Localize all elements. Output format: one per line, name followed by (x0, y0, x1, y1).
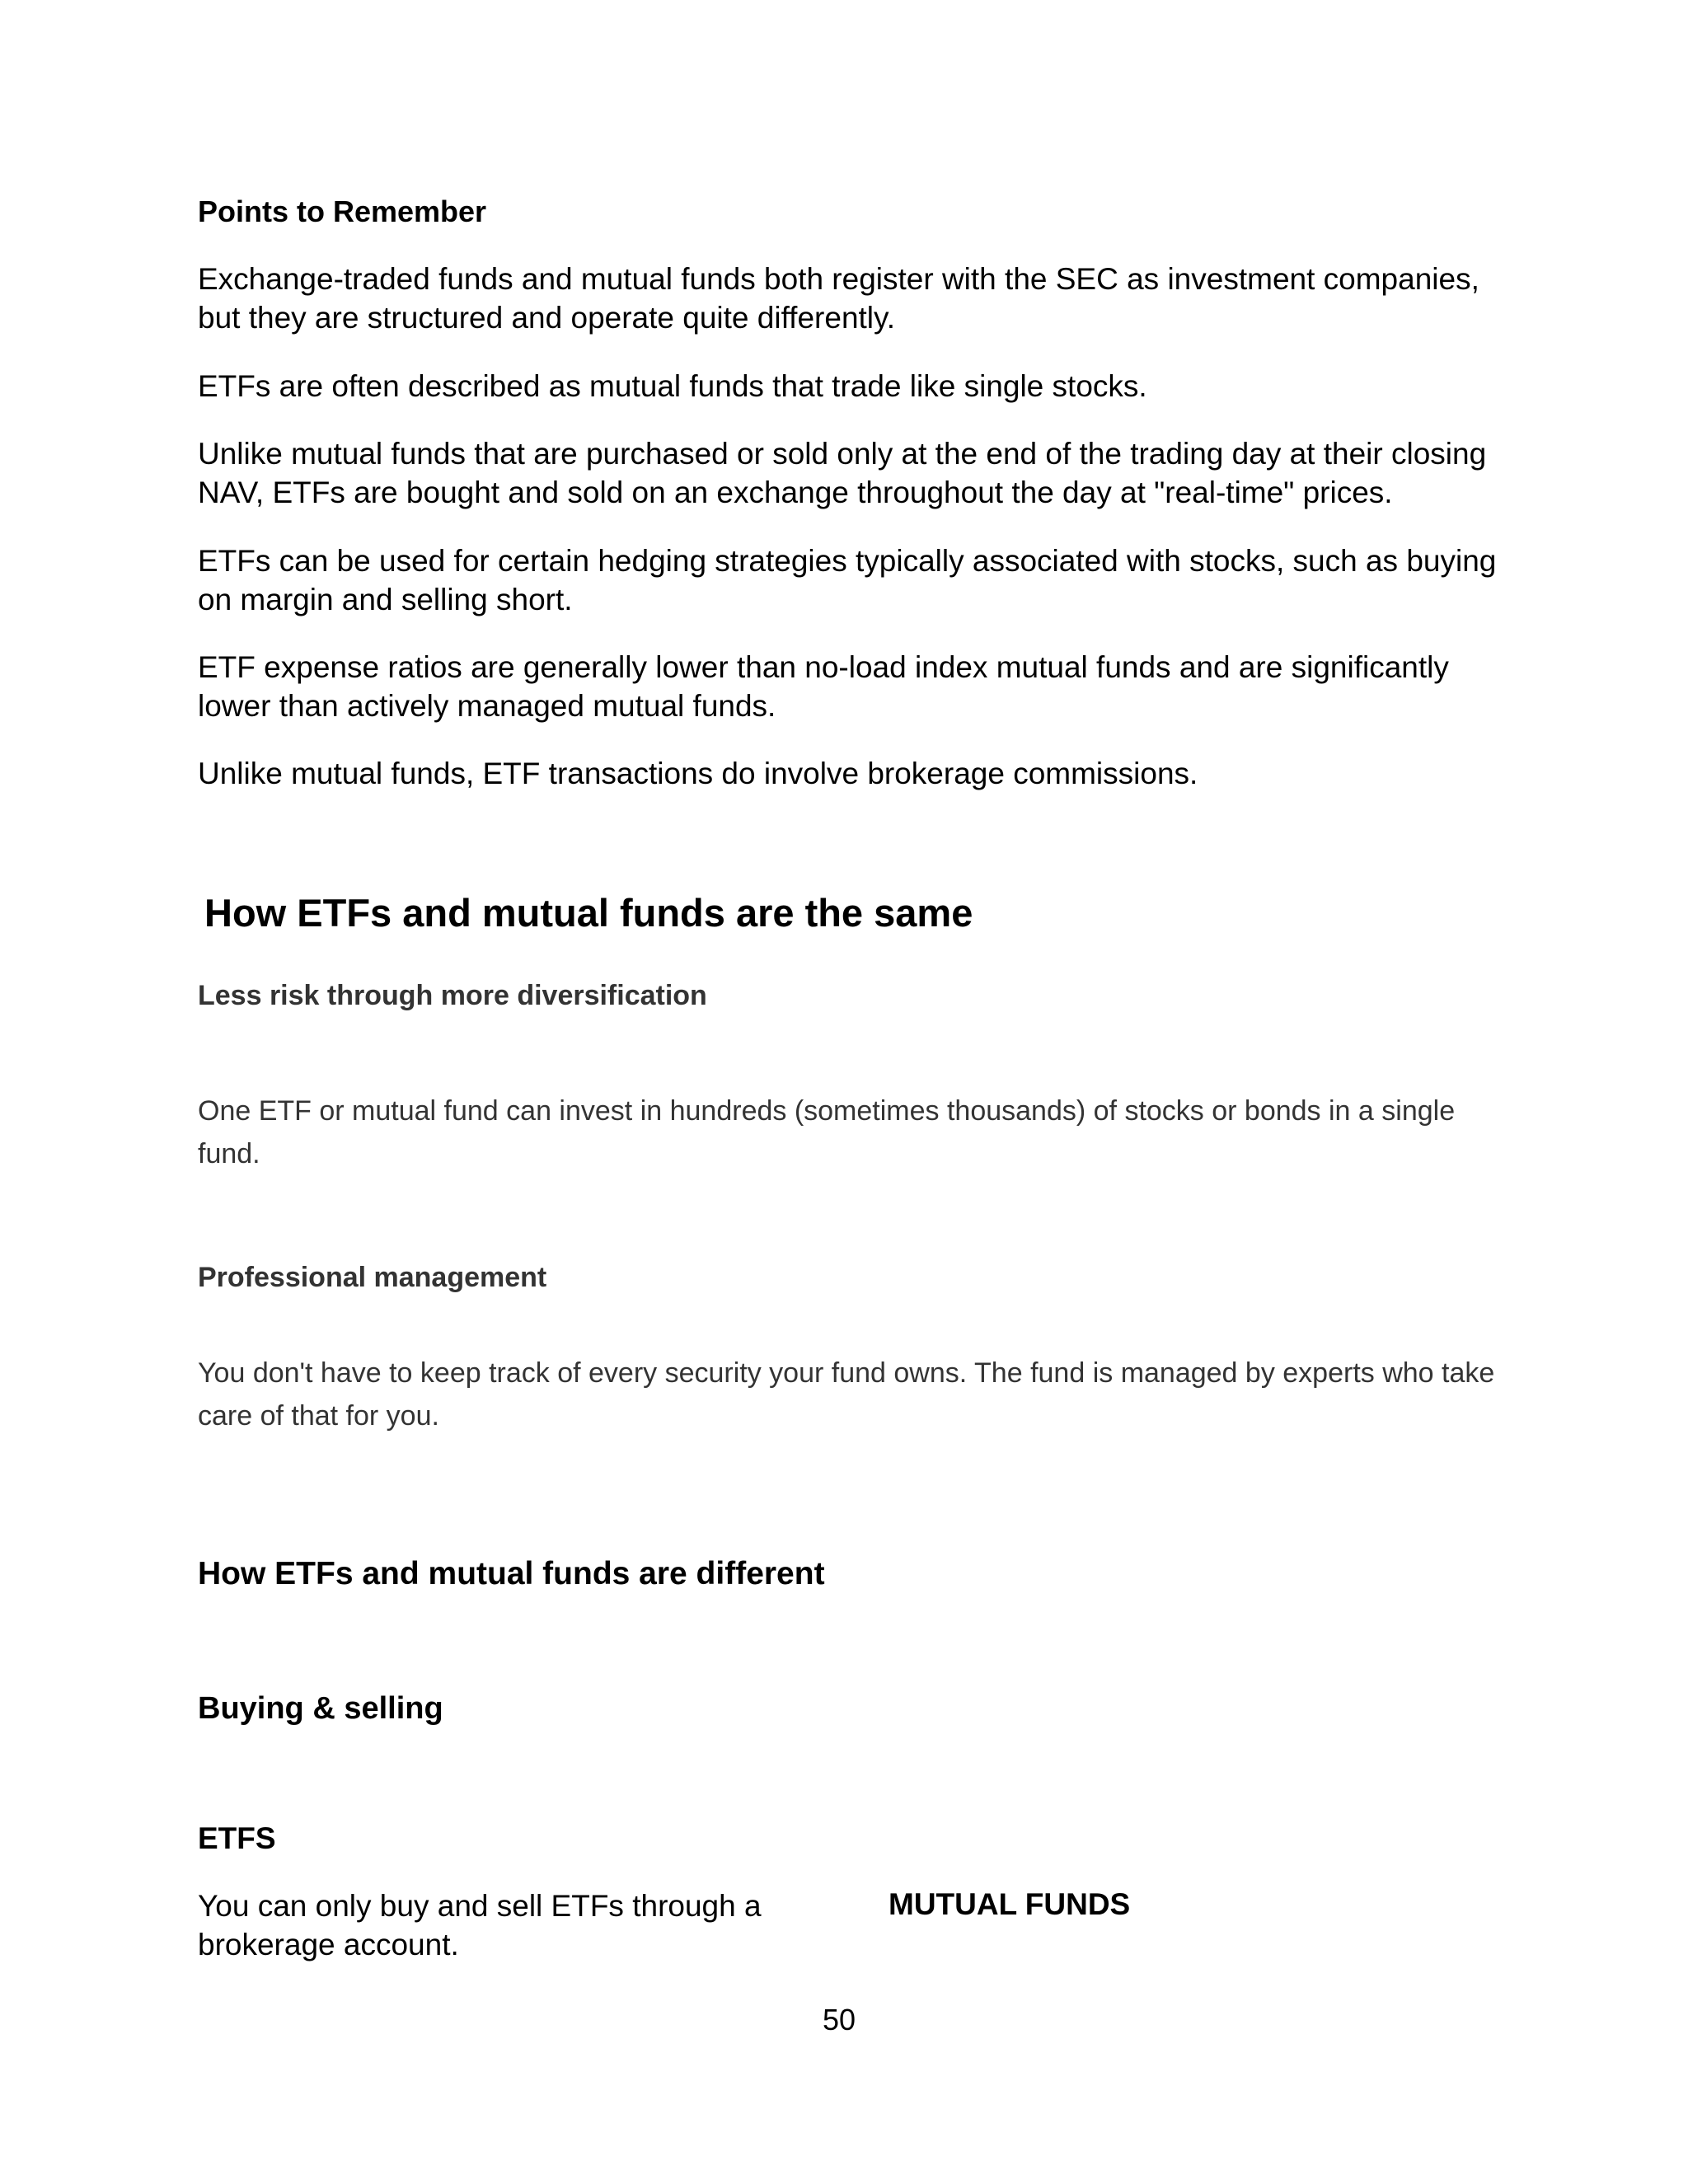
point-paragraph: Unlike mutual funds that are purchased or sold only at the end of the trading day at their closing NAV, ETFs are bought and sold on an exchange throughout the day at "real-time" prices. (198, 437, 1487, 509)
management-text: You don't have to keep track of every security your fund owns. The fund is managed by experts who take care of that for you. (198, 1357, 1495, 1432)
point-paragraph: ETFs are often described as mutual funds that trade like single stocks. (198, 369, 1147, 403)
point-paragraph: Unlike mutual funds, ETF transactions do involve brokerage commissions. (198, 757, 1198, 790)
same-section-title: How ETFs and mutual funds are the same (204, 891, 973, 935)
etfs-text: You can only buy and sell ETFs through a brokerage account. (198, 1889, 762, 1961)
diversification-text: One ETF or mutual fund can invest in hundreds (sometimes thousands) of stocks or bonds in a single fund. (198, 1095, 1456, 1169)
page-number: 50 (822, 2003, 856, 2036)
management-heading: Professional management (198, 1262, 547, 1293)
point-paragraph: ETF expense ratios are generally lower than no-load index mutual funds and are significantly lower than actively managed mutual funds. (198, 650, 1449, 723)
buying-selling-heading: Buying & selling (198, 1691, 443, 1726)
diversification-heading: Less risk through more diversification (198, 980, 707, 1011)
different-section-title: How ETFs and mutual funds are different (198, 1556, 825, 1591)
point-paragraph: ETFs can be used for certain hedging strategies typically associated with stocks, such as buying on margin and selling short. (198, 544, 1497, 616)
mutual-funds-label: MUTUAL FUNDS (889, 1887, 1131, 1921)
point-paragraph: Exchange-traded funds and mutual funds both register with the SEC as investment companies, but they are structured and operate quite differently. (198, 262, 1479, 335)
etfs-label: ETFS (198, 1821, 276, 1855)
points-heading: Points to Remember (198, 194, 487, 228)
